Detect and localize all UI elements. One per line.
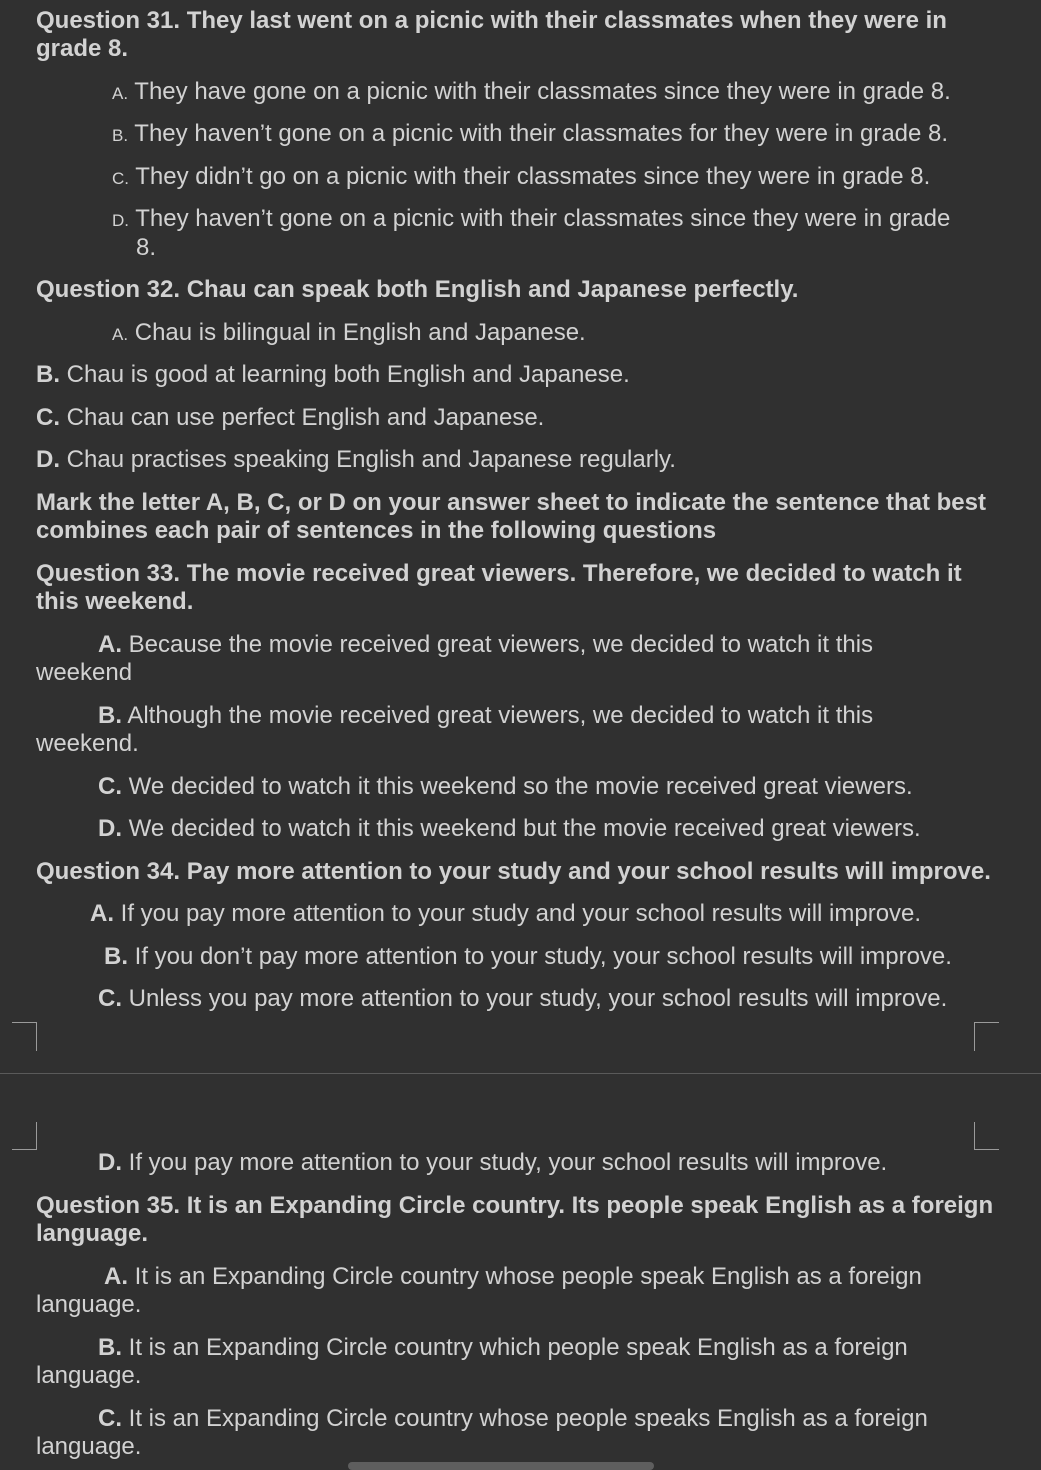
q34-option-b (104, 943, 952, 971)
option-letter: C. (98, 1405, 122, 1432)
option-text: Chau practises speaking English and Japanese regularly. (66, 446, 676, 473)
option-letter: A. (98, 631, 122, 658)
option-letter: D. (112, 211, 129, 230)
q32-option-b (36, 361, 630, 389)
q32-option-d (36, 446, 676, 474)
q35-option-a (104, 1263, 922, 1291)
q35-title-line1: Question 35. It is an Expanding Circle country. Its people speak English as a foreign (36, 1192, 994, 1219)
q34-option-d (98, 1149, 887, 1177)
q31-option-d (112, 205, 950, 235)
q33-option-a (98, 631, 873, 659)
q35-option-b (98, 1334, 908, 1362)
option-letter: B. (112, 126, 129, 145)
option-letter: C. (98, 985, 122, 1012)
option-text: If you pay more attention to your study and your school results will improve. (120, 900, 922, 927)
option-letter: D. (98, 1149, 122, 1176)
q34-title: Question 34. Pay more attention to your study and your school results will improve. (36, 858, 991, 885)
q32-title: Question 32. Chau can speak both English and Japanese perfectly. (36, 276, 799, 303)
q33-title-line2: this weekend. (36, 588, 194, 615)
option-text: Because the movie received great viewers, we decided to watch it this (128, 631, 874, 658)
q33-option-a-cont: weekend (36, 659, 133, 686)
option-text: They haven’t gone on a picnic with their classmates for they were in grade 8. (134, 120, 949, 147)
option-text: Unless you pay more attention to your study, your school results will improve. (128, 985, 948, 1012)
q34-option-a (90, 900, 921, 928)
option-text: It is an Expanding Circle country which people speak English as a foreign (128, 1334, 908, 1361)
q31-title-line1: Question 31. They last went on a picnic with their classmates when they were in (36, 7, 947, 34)
option-letter: B. (36, 361, 60, 388)
option-letter: A. (112, 325, 129, 344)
option-letter: D. (36, 446, 60, 473)
option-text: They haven’t gone on a picnic with their classmates since they were in grade (135, 205, 951, 232)
instruction-line2: combines each pair of sentences in the following questions (36, 517, 717, 544)
q33-option-b-cont: weekend. (36, 730, 139, 757)
option-letter: B. (98, 1334, 122, 1361)
option-text: Chau is good at learning both English and Japanese. (66, 361, 630, 388)
q33-title-line1: Question 33. The movie received great viewers. Therefore, we decided to watch it (36, 560, 962, 587)
q31-option-b (112, 120, 948, 150)
option-letter: C. (112, 169, 129, 188)
page-corner-bottom-left (12, 1122, 37, 1150)
q33-option-d (98, 815, 921, 843)
q31-title-line2: grade 8. (36, 35, 129, 62)
option-letter: C. (36, 404, 60, 431)
q35-option-c (98, 1405, 928, 1433)
option-text: They didn’t go on a picnic with their classmates since they were in grade 8. (135, 163, 931, 190)
option-text: We decided to watch it this weekend so the movie received great viewers. (128, 773, 913, 800)
option-text: Chau is bilingual in English and Japanese. (134, 319, 586, 346)
option-letter: B. (104, 943, 128, 970)
q34-option-c (98, 985, 947, 1013)
q32-option-a (112, 319, 586, 349)
page-corner-top-right (974, 1022, 999, 1051)
q35-title-line2: language. (36, 1220, 149, 1247)
instruction-line1: Mark the letter A, B, C, or D on your answer sheet to indicate the sentence that best (36, 489, 986, 516)
option-text: If you don’t pay more attention to your study, your school results will improve. (134, 943, 952, 970)
page-corner-bottom-right (974, 1122, 999, 1150)
option-text: They have gone on a picnic with their classmates since they were in grade 8. (134, 78, 951, 105)
option-text: Chau can use perfect English and Japanese. (66, 404, 545, 431)
option-letter: B. (98, 702, 122, 729)
option-text: It is an Expanding Circle country whose people speaks English as a foreign (128, 1405, 928, 1432)
q33-option-b (98, 702, 873, 730)
page-corner-top-left (12, 1022, 37, 1051)
q35-option-b-cont: language. (36, 1362, 142, 1389)
option-letter: A. (104, 1263, 128, 1290)
q32-option-c (36, 404, 544, 432)
option-letter: A. (90, 900, 114, 927)
option-text: We decided to watch it this weekend but the movie received great viewers. (128, 815, 921, 842)
q33-option-c (98, 773, 913, 801)
option-text: If you pay more attention to your study, your school results will improve. (128, 1149, 888, 1176)
option-letter: D. (98, 815, 122, 842)
option-letter: A. (112, 84, 129, 103)
q31-option-a (112, 78, 951, 108)
q31-option-d-cont: 8. (136, 234, 157, 261)
q35-option-c-cont: language. (36, 1433, 142, 1460)
scrollbar[interactable] (348, 1462, 654, 1470)
option-text: It is an Expanding Circle country whose people speak English as a foreign (134, 1263, 922, 1290)
option-letter: C. (98, 773, 122, 800)
option-text: Although the movie received great viewers, we decided to watch it this (127, 702, 874, 729)
page-divider (0, 1073, 1041, 1074)
q35-option-a-cont: language. (36, 1291, 142, 1318)
q31-option-c (112, 163, 930, 193)
